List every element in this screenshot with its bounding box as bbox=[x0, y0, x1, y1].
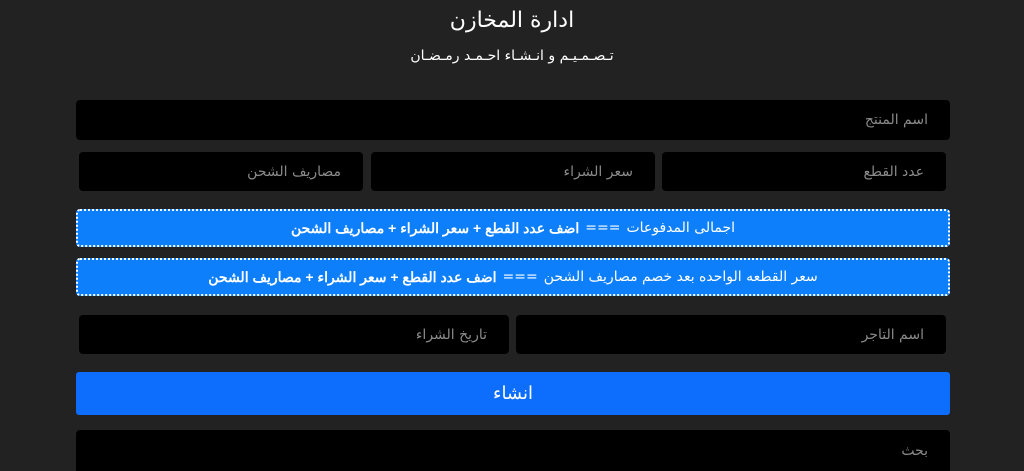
total-payments-info bbox=[76, 209, 950, 247]
product-name-input[interactable] bbox=[76, 100, 950, 140]
page-subtitle: تـصـمـيـم و انـشـاء احـمـد رمـضـان bbox=[410, 48, 614, 64]
shipping-cost-input[interactable] bbox=[79, 152, 363, 191]
page-title: ادارة المخازن bbox=[449, 8, 575, 33]
total-payments-formula: اضف عدد القطع + سعر الشراء + مصاريف الشحن bbox=[290, 219, 580, 236]
merchant-name-input[interactable] bbox=[516, 315, 946, 354]
unit-price-info bbox=[76, 258, 950, 296]
unit-price-label: سعر القطعه الواحده بعد خصم مصاريف الشحن bbox=[543, 269, 818, 285]
quantity-input[interactable] bbox=[662, 152, 946, 191]
total-payments-separator: === bbox=[585, 220, 621, 236]
search-input[interactable] bbox=[76, 430, 950, 471]
purchase-date-input[interactable] bbox=[79, 315, 509, 354]
purchase-price-input[interactable] bbox=[371, 152, 655, 191]
create-button[interactable]: انشاء bbox=[76, 372, 950, 415]
unit-price-formula: اضف عدد القطع + سعر الشراء + مصاريف الشحن bbox=[208, 268, 497, 285]
total-payments-label: اجمالى المدفوعات bbox=[626, 220, 736, 236]
unit-price-separator: === bbox=[502, 269, 538, 285]
